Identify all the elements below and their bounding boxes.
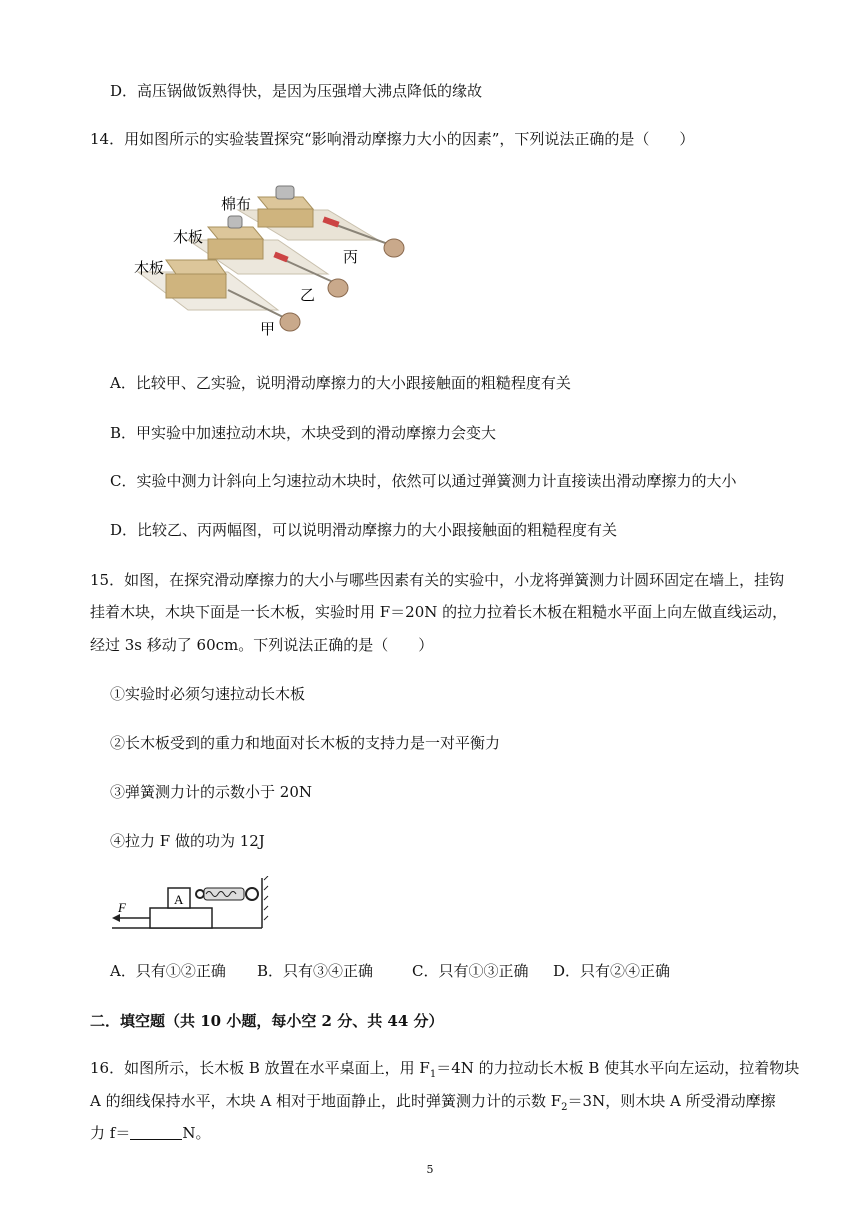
q15-option-d: D．只有②④正确 [553, 962, 671, 980]
q15-statement-3: ③弹簧测力计的示数小于 20N [110, 783, 312, 801]
q16-line1-text-a: 16．如图所示，长木板 B 放置在水平桌面上，用 F [90, 1059, 430, 1077]
q15-statement-2: ②长木板受到的重力和地面对长木板的支持力是一对平衡力 [110, 734, 501, 752]
q15-option-b: B．只有③④正确 [257, 962, 374, 980]
q16-f1-subscript: 1 [429, 1069, 437, 1080]
block-a-label: A [174, 892, 184, 907]
q16-line1-text-b: ＝4N 的力拉动长木板 B 使其水平向左运动，拉着物块 [436, 1059, 800, 1077]
q14-figure [128, 182, 418, 342]
friction-experiment-illustration [128, 182, 418, 342]
q15-stem-line2: 挂着木块，木块下面是一长木板，实验时用 F＝20N 的拉力拉着长木板在粗糙水平面上向左做直线运动， [90, 603, 788, 621]
q14-stem: 14．用如图所示的实验装置探究“影响滑动摩擦力大小的因素”，下列说法正确的是（ ） [90, 130, 695, 148]
q15-option-c: C．只有①③正确 [412, 962, 529, 980]
q14-option-d: D．比较乙、丙两幅图，可以说明滑动摩擦力的大小跟接触面的粗糙程度有关 [110, 521, 618, 539]
q15-stem-line1: 15．如图，在探究滑动摩擦力的大小与哪些因素有关的实验中，小龙将弹簧测力计圆环固定在墙上，挂钩 [90, 571, 785, 589]
label-board-bottom: 木板 [134, 260, 165, 277]
q16-line3-text-a: 力 f＝ [90, 1124, 131, 1142]
force-f-label: F [118, 900, 126, 915]
q16-f2-subscript: 2 [561, 1102, 568, 1113]
q14-option-a: A．比较甲、乙实验，说明滑动摩擦力的大小跟接触面的粗糙程度有关 [110, 374, 571, 392]
q15-statement-4: ④拉力 F 做的功为 12J [110, 832, 265, 850]
q16-line2-text-b: ＝3N，则木块 A 所受滑动摩擦 [567, 1092, 776, 1110]
q16-line2 [90, 1090, 776, 1119]
label-jia: 甲 [260, 321, 276, 338]
q13-option-d: D．高压锅做饭熟得快，是因为压强增大沸点降低的缘故 [110, 82, 483, 100]
q16-line3-text-b: N。 [182, 1124, 211, 1142]
q14-option-c: C．实验中测力计斜向上匀速拉动木块时，依然可以通过弹簧测力计直接读出滑动摩擦力的大小 [110, 472, 737, 490]
q16-line3 [90, 1122, 210, 1144]
q15-stem-line3: 经过 3s 移动了 60cm。下列说法正确的是（ ） [90, 636, 434, 654]
q15-figure [110, 876, 270, 932]
page-number: 5 [426, 1163, 434, 1176]
q16-line1 [90, 1057, 799, 1086]
section-heading: 二．填空题（共 10 小题，每小空 2 分、共 44 分） [90, 1012, 444, 1030]
label-cotton: 棉布 [221, 196, 252, 213]
spring-scale-setup-diagram [110, 876, 270, 932]
label-bing: 丙 [343, 249, 359, 266]
label-board-top: 木板 [173, 229, 204, 246]
q15-option-a: A．只有①②正确 [110, 962, 226, 980]
q14-option-b: B．甲实验中加速拉动木块，木块受到的滑动摩擦力会变大 [110, 424, 497, 442]
answer-blank[interactable] [130, 1125, 182, 1140]
q16-line2-text-a: A 的细线保持水平，木块 A 相对于地面静止，此时弹簧测力计的示数 F [90, 1092, 562, 1110]
label-yi: 乙 [300, 287, 316, 304]
q15-statement-1: ①实验时必须匀速拉动长木板 [110, 685, 306, 703]
